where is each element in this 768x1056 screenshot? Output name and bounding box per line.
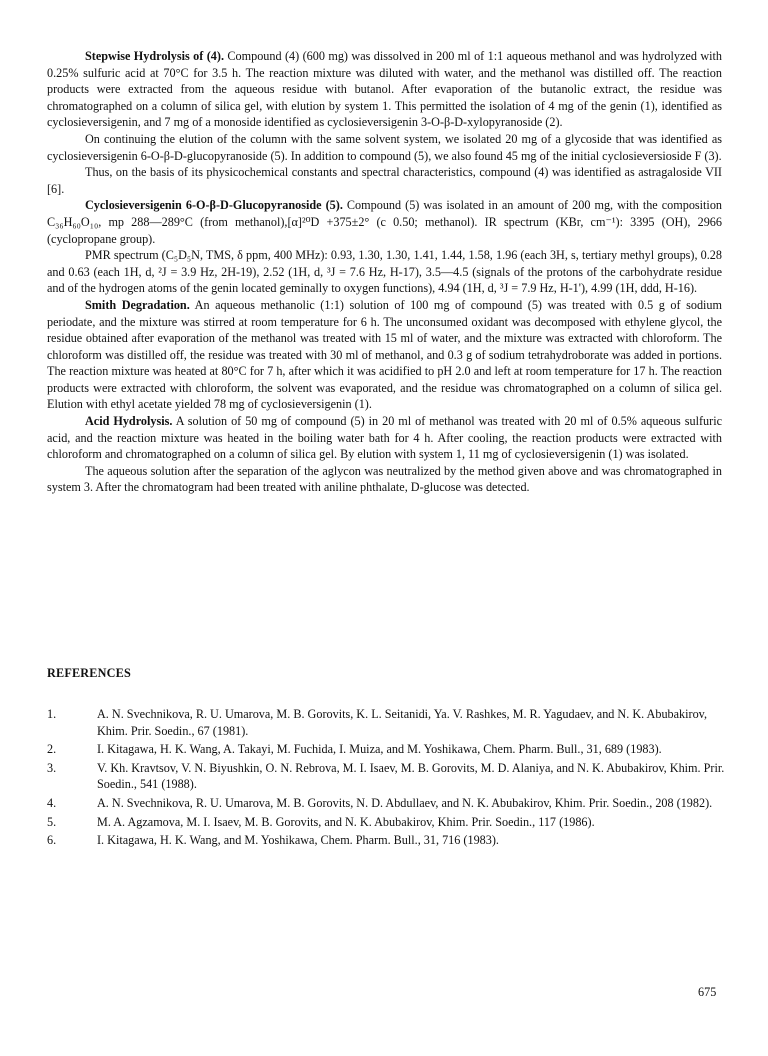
reference-list bbox=[47, 706, 727, 851]
reference-text: V. Kh. Kravtsov, V. N. Biyushkin, O. N. Rebrova, M. I. Isaev, M. B. Gorovits, M. D. Alaniya, and N. K. Abubakirov, Khim. Prir. Soedin., 541 (1988). bbox=[97, 760, 725, 792]
paragraph-text: PMR spectrum (C₅D₅N, TMS, δ ppm, 400 MHz): 0.93, 1.30, 1.30, 1.41, 1.44, 1.58, 1.96 (each 3H, s, tertiary methyl groups), 0.28 and 0.63 (each 1H, d, ²J = 3.9 Hz, 2H-19), 2.52 (1H, d, ³J = 7.6 Hz, H-17), 3.5—4.5 (signals of the protons of the carbohydrate residue and of the hydrogen atoms of the genin located geminally to oxygen functions), 4.94 (1H, d, ³J = 7.9 Hz, H-1'), 4.99 (1H, ddd, H-16). bbox=[47, 248, 722, 296]
paragraph-heading: Smith Degradation. bbox=[85, 297, 190, 312]
references-heading: REFERENCES bbox=[47, 666, 131, 680]
reference-number: 4. bbox=[47, 795, 57, 810]
experimental-section bbox=[47, 48, 722, 496]
paragraph-identification bbox=[47, 164, 722, 197]
paragraph-acid-hydrolysis bbox=[47, 413, 722, 463]
paragraph-text: An aqueous methanolic (1:1) solution of 100 mg of compound (5) was treated with 0.5 g of sodium periodate, and the mixture was stirred at room temperature for 6 h. The unconsumed oxidant was decomposed with ethylene glycol, the residue obtained after evaporation of the methanol was treated with 15 ml of water, and the mixture was extracted with chloroform. The chloroform was distilled off, the residue was treated with 30 ml of methanol, and 0.3 g of sodium tetrahydroborate was added in portions. The reaction mixture was heated at 80°C for 7 h, after which it was acidified to pH 2.0 and left at room temperature for 17 h. The reaction products were extracted with chloroform, the solvent was evaporated, and the residue was chromatographed on a column of silica gel. Elution with ethyl acetate yielded 78 mg of cyclosieversigenin (1). bbox=[47, 297, 722, 412]
paragraph-pmr-spectrum bbox=[47, 247, 722, 297]
reference-item bbox=[47, 760, 727, 793]
reference-text: A. N. Svechnikova, R. U. Umarova, M. B. Gorovits, K. L. Seitanidi, Ya. V. Rashkes, M. R. Yagudaev, and N. K. Abubakirov, Khim. Prir. Soedin., 67 (1981). bbox=[97, 707, 708, 738]
reference-number: 5. bbox=[47, 814, 57, 829]
reference-text: A. N. Svechnikova, R. U. Umarova, M. B. Gorovits, N. D. Abdullaev, and N. K. Abubakirov, Khim. Prir. Soedin., 208 (1982). bbox=[97, 795, 713, 810]
paragraph-continued-elution bbox=[47, 131, 722, 164]
paragraph-text: A solution of 50 mg of compound (5) in 20 ml of methanol was treated with 20 ml of 0.5% aqueous sulfuric acid, and the reaction mixture was heated in the boiling water bath for 4 h. After cooling, the reaction products were extracted with chloroform and chromatographed on a column of silica gel. By elution with system 1, 11 mg of cyclosieversigenin (1) was isolated. bbox=[47, 414, 722, 462]
paragraph-smith-degradation bbox=[47, 297, 722, 413]
paragraph-heading: Cyclosieversigenin 6-O-β-D-Glucopyranoside (5). bbox=[85, 198, 343, 213]
paragraph-text: The aqueous solution after the separation of the aglycon was neutralized by the method given above and was chromatographed in system 3. After the chromatogram had been treated with aniline phthalate, D-glucose was detected. bbox=[47, 463, 722, 495]
reference-item bbox=[47, 832, 727, 849]
reference-number: 3. bbox=[47, 760, 57, 775]
reference-text: I. Kitagawa, H. K. Wang, A. Takayi, M. Fuchida, I. Muiza, and M. Yoshikawa, Chem. Pharm. Bull., 31, 689 (1983). bbox=[97, 742, 662, 757]
reference-item bbox=[47, 706, 727, 739]
paragraph-stepwise-hydrolysis bbox=[47, 48, 722, 131]
page-number: 675 bbox=[698, 985, 717, 999]
reference-item bbox=[47, 814, 727, 831]
paragraph-heading: Stepwise Hydrolysis of (4). bbox=[85, 49, 224, 63]
paragraph-text: Thus, on the basis of its physicochemical constants and spectral characteristics, compound (4) was identified as astragaloside VII [6]. bbox=[47, 165, 722, 196]
reference-number: 2. bbox=[47, 742, 57, 757]
paragraph-heading: Acid Hydrolysis. bbox=[85, 414, 173, 429]
paragraph-glucopyranoside bbox=[47, 197, 722, 247]
reference-number: 1. bbox=[47, 707, 57, 721]
paragraph-aqueous-solution bbox=[47, 463, 722, 496]
reference-item bbox=[47, 795, 727, 812]
paragraph-text: Compound (5) was isolated in an amount of 200 mg, with the composition C₃₆H₆₀O₁₀, mp 288—289°C (from methanol),[α]²⁰D +375±2° (c 0.50; methanol). IR spectrum (KBr, cm⁻¹): 3395 (OH), 2966 (cyclopropane group). bbox=[47, 198, 723, 246]
paragraph-text: On continuing the elution of the column with the same solvent system, we isolated 20 mg of a glycoside that was identified as cyclosieversigenin 6-O-β-D-glucopyranoside (5). In addition to compound (5), we also found 45 mg of the initial cyclosieversioside F (3). bbox=[47, 131, 722, 163]
reference-text: M. A. Agzamova, M. I. Isaev, M. B. Gorovits, and N. K. Abubakirov, Khim. Prir. Soedin., 117 (1986). bbox=[97, 814, 595, 829]
paragraph-text: Compound (4) (600 mg) was dissolved in 200 ml of 1:1 aqueous methanol and was hydrolyzed with 0.25% sulfuric acid at 70°C for 3.5 h. The reaction mixture was diluted with water, and the methanol was distilled off. The reaction products were extracted from the aqueous residue with butanol. After evaporation of the butanolic extract, the residue was chromatographed on a column of silica gel, with elution by system 1. This permitted the isolation of 4 mg of the genin (1), identified as cyclosieversigenin, and 7 mg of a monoside identified as cyclosieversigenin 3-O-β-D-xylopyranoside (2). bbox=[47, 49, 722, 130]
reference-text: I. Kitagawa, H. K. Wang, and M. Yoshikawa, Chem. Pharm. Bull., 31, 716 (1983). bbox=[97, 833, 499, 848]
reference-item bbox=[47, 741, 727, 758]
reference-number: 6. bbox=[47, 833, 57, 848]
